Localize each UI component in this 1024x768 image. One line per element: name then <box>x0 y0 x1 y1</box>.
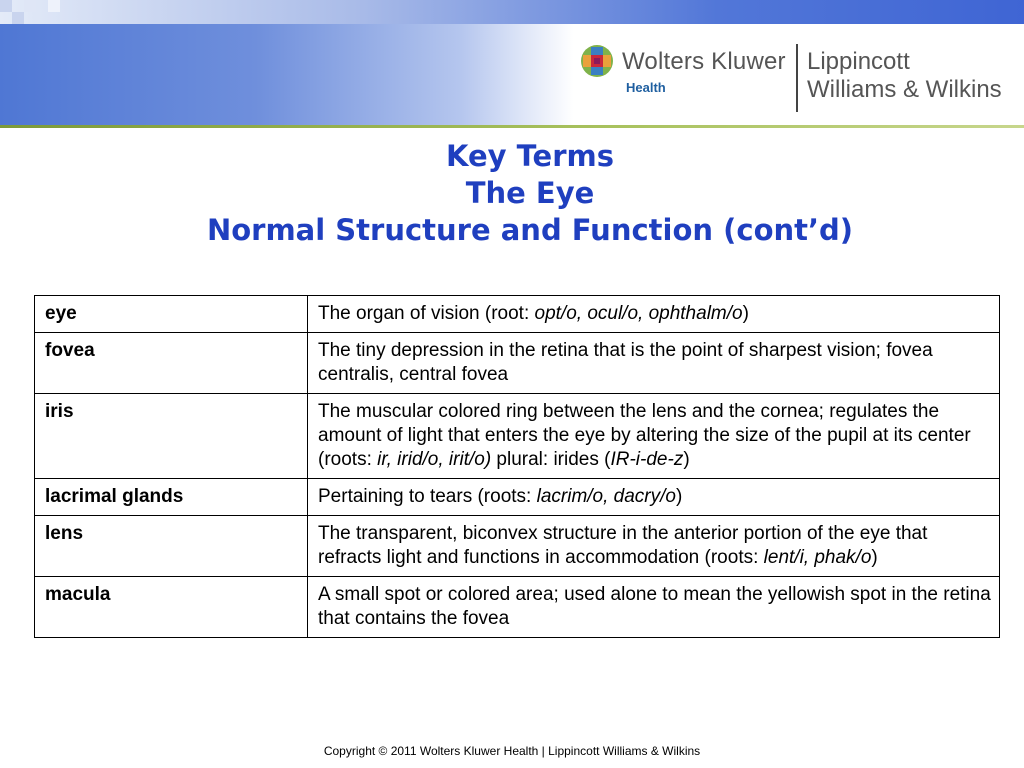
imprint-line-2: Williams & Wilkins <box>807 76 1002 103</box>
imprint-line-1: Lippincott <box>807 48 910 75</box>
term-name: lacrimal glands <box>35 479 308 516</box>
definition-text: The transparent, biconvex structure in the anterior portion of the eye that refracts light and functions in accommodation (roots: <box>318 523 928 568</box>
definition-text: The tiny depression in the retina that is the point of sharpest vision; fovea centralis, central fovea <box>318 340 933 385</box>
term-row <box>35 394 1000 479</box>
title-line-2: The Eye <box>465 176 595 210</box>
definition-text: plural: irides ( <box>491 449 611 470</box>
definition-text: The muscular colored ring between the lens and the cornea; regulates the amount of light that enters the eye by altering the size of the pupil at its center (roots: <box>318 401 971 470</box>
publisher-logo <box>580 42 1020 112</box>
term-row <box>35 333 1000 394</box>
definition-text: ) <box>683 449 690 470</box>
definition-root-text: ir, irid/o, irit/o) <box>377 449 492 470</box>
definition-text: Pertaining to tears (roots: <box>318 486 537 507</box>
term-row <box>35 516 1000 577</box>
term-row <box>35 577 1000 638</box>
copyright-notice: Copyright © 2011 Wolters Kluwer Health | Lippincott Williams & Wilkins <box>323 744 701 758</box>
definition-text: ) <box>871 547 878 568</box>
header-top-strip <box>0 0 1024 24</box>
term-definition <box>308 577 1000 638</box>
imprint-name <box>807 48 1002 104</box>
decor-square <box>24 0 36 12</box>
definition-text: The organ of vision (root: <box>318 303 535 324</box>
decor-square <box>0 0 12 12</box>
header-banner <box>0 0 1024 128</box>
decor-square <box>12 12 24 24</box>
term-definition <box>308 394 1000 479</box>
term-definition <box>308 333 1000 394</box>
definition-root-text: lacrim/o, dacry/o <box>536 486 676 507</box>
slide-title <box>0 138 1024 249</box>
definition-text: A small spot or colored area; used alone to mean the yellowish spot in the retina that contains the fovea <box>318 584 991 629</box>
term-definition <box>308 479 1000 516</box>
company-name: Wolters Kluwer <box>622 48 786 75</box>
title-line-3: Normal Structure and Function (cont’d) <box>206 213 854 247</box>
term-name: eye <box>35 296 308 333</box>
title-line-1: Key Terms <box>445 139 614 173</box>
term-name: fovea <box>35 333 308 394</box>
definition-root-text: IR-i-de-z <box>610 449 684 470</box>
definition-root-text: lent/i, phak/o <box>763 547 872 568</box>
division-name: Health <box>626 80 666 95</box>
term-definition <box>308 516 1000 577</box>
logo-divider <box>796 44 798 112</box>
key-terms-body <box>35 296 1000 638</box>
term-definition <box>308 296 1000 333</box>
wolters-kluwer-logo-icon <box>580 44 614 78</box>
term-row <box>35 296 1000 333</box>
term-row <box>35 479 1000 516</box>
term-name: lens <box>35 516 308 577</box>
definition-text: ) <box>675 486 683 507</box>
definition-root-text: opt/o, ocul/o, ophthalm/o <box>534 303 743 324</box>
term-name: iris <box>35 394 308 479</box>
header-accent-line <box>0 125 1024 128</box>
term-name: macula <box>35 577 308 638</box>
decor-square <box>48 0 60 12</box>
definition-text: ) <box>742 303 749 324</box>
key-terms-table <box>34 295 1000 638</box>
